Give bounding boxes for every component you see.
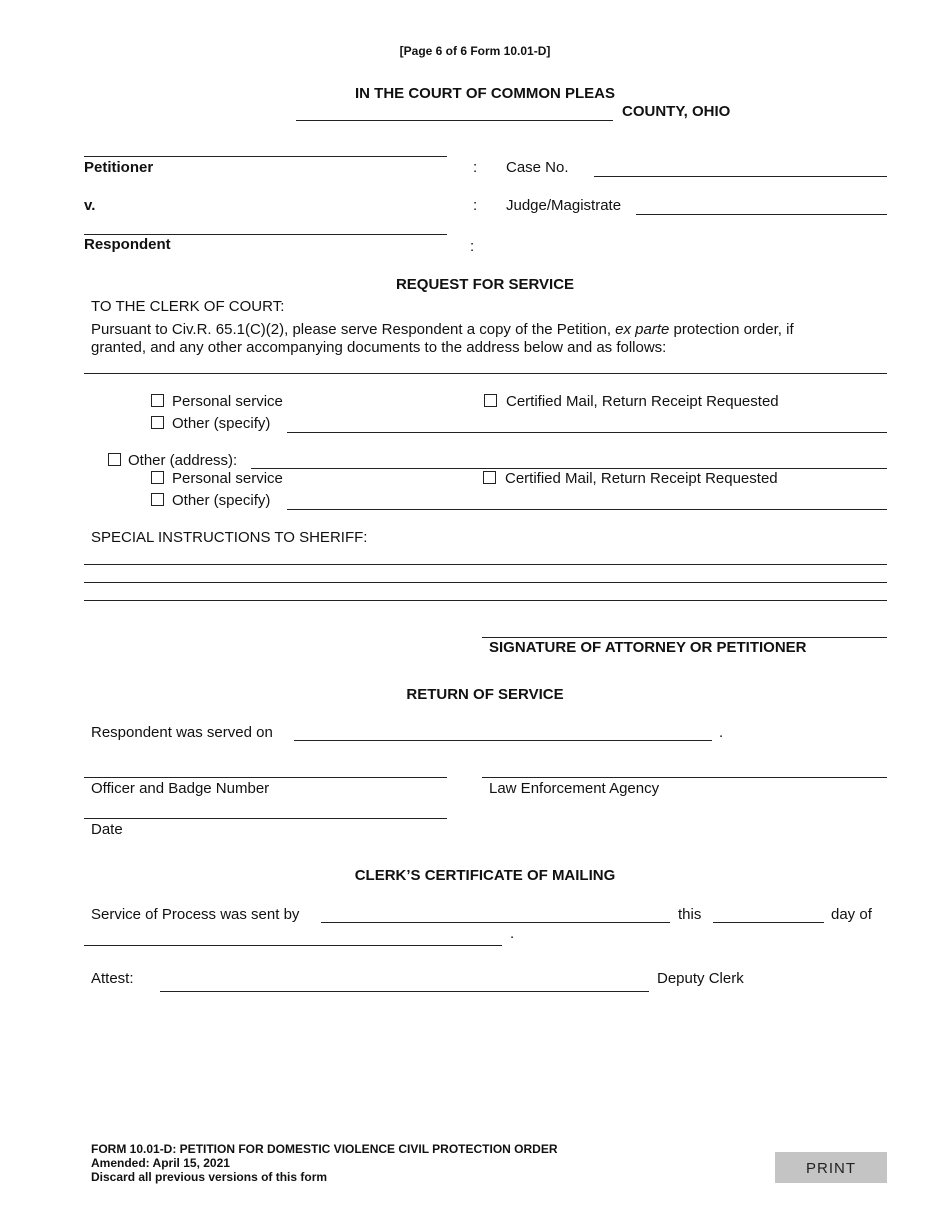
personal-service-label: Personal service xyxy=(172,393,283,410)
attest-label: Attest: xyxy=(91,970,134,987)
other-address-label: Other (address): xyxy=(128,452,238,469)
other-specify-checkbox[interactable] xyxy=(151,416,164,429)
other-specify-field-2[interactable] xyxy=(287,491,887,510)
signature-label: SIGNATURE OF ATTORNEY OR PETITIONER xyxy=(489,639,807,656)
other-specify-label: Other (specify) xyxy=(172,415,271,432)
footer-discard: Discard all previous versions of this form xyxy=(91,1170,328,1184)
sent-by-field[interactable] xyxy=(321,904,670,923)
respondent-label: Respondent xyxy=(84,236,171,253)
this-label: this xyxy=(678,906,702,923)
served-on-label: Respondent was served on xyxy=(91,724,273,741)
county-field[interactable] xyxy=(296,102,613,121)
agency-label: Law Enforcement Agency xyxy=(489,780,660,797)
judge-field[interactable] xyxy=(636,196,887,215)
judge-label: Judge/Magistrate xyxy=(506,197,622,214)
personal-service-label-2: Personal service xyxy=(172,470,283,487)
request-title: REQUEST FOR SERVICE xyxy=(395,276,575,293)
court-heading: IN THE COURT OF COMMON PLEAS xyxy=(355,85,615,102)
request-body-pre: Pursuant to Civ.R. 65.1(C)(2), please serve Respondent a copy of the Petition, xyxy=(91,321,616,338)
clerk-certificate-title: CLERK’S CERTIFICATE OF MAILING xyxy=(354,867,616,884)
officer-label: Officer and Badge Number xyxy=(91,780,270,797)
personal-service-checkbox-2[interactable] xyxy=(151,471,164,484)
certified-mail-label-2: Certified Mail, Return Receipt Requested xyxy=(505,470,778,487)
versus-label: v. xyxy=(84,197,96,214)
certified-mail-label: Certified Mail, Return Receipt Requested xyxy=(506,393,779,410)
attest-field[interactable] xyxy=(160,973,649,992)
other-address-checkbox[interactable] xyxy=(108,453,121,466)
case-no-field[interactable] xyxy=(594,158,887,177)
certified-mail-checkbox[interactable] xyxy=(484,394,497,407)
month-year-field[interactable] xyxy=(84,927,502,946)
caption-colon: : xyxy=(473,197,478,214)
day-field[interactable] xyxy=(713,904,824,923)
county-label: COUNTY, OHIO xyxy=(622,103,731,120)
request-body-line1 xyxy=(91,321,794,338)
sent-by-label: Service of Process was sent by xyxy=(91,906,300,923)
caption-colon: : xyxy=(473,159,478,176)
request-body-em: ex parte xyxy=(615,321,670,338)
day-of-label: day of xyxy=(831,906,872,923)
served-on-field[interactable] xyxy=(294,722,712,741)
month-year-period: . xyxy=(510,925,515,942)
page-label: [Page 6 of 6 Form 10.01-D] xyxy=(399,44,551,58)
request-body-post: protection order, if xyxy=(669,321,794,338)
to-clerk: TO THE CLERK OF COURT: xyxy=(91,298,285,315)
other-specify-checkbox-2[interactable] xyxy=(151,493,164,506)
certified-mail-checkbox-2[interactable] xyxy=(483,471,496,484)
print-button[interactable]: PRINT xyxy=(775,1152,887,1183)
special-instructions-line-2[interactable] xyxy=(84,564,887,583)
caption-colon: : xyxy=(470,238,475,255)
other-specify-label-2: Other (specify) xyxy=(172,492,271,509)
special-instructions-line-3[interactable] xyxy=(84,582,887,601)
other-specify-field[interactable] xyxy=(287,414,887,433)
personal-service-checkbox[interactable] xyxy=(151,394,164,407)
request-body-line2: granted, and any other accompanying documents to the address below and as follows: xyxy=(91,339,667,356)
officer-field[interactable] xyxy=(84,759,447,778)
special-instructions-line-1[interactable] xyxy=(84,546,887,565)
footer-form-title: FORM 10.01-D: PETITION FOR DOMESTIC VIOLENCE CIVIL PROTECTION ORDER xyxy=(91,1142,558,1156)
date-label: Date xyxy=(91,821,123,838)
petitioner-label: Petitioner xyxy=(84,159,154,176)
special-instructions-label: SPECIAL INSTRUCTIONS TO SHERIFF: xyxy=(91,529,368,546)
footer-amended: Amended: April 15, 2021 xyxy=(91,1156,230,1170)
served-on-period: . xyxy=(719,724,724,741)
signature-field[interactable] xyxy=(482,619,887,638)
return-service-title: RETURN OF SERVICE xyxy=(406,686,564,703)
respondent-address-field[interactable] xyxy=(84,355,887,374)
case-no-label: Case No. xyxy=(506,159,569,176)
respondent-name-field[interactable] xyxy=(84,216,447,235)
petitioner-name-field[interactable] xyxy=(84,138,447,157)
date-field[interactable] xyxy=(84,800,447,819)
deputy-clerk-label: Deputy Clerk xyxy=(657,970,744,987)
other-address-field[interactable] xyxy=(251,450,887,469)
agency-field[interactable] xyxy=(482,759,887,778)
